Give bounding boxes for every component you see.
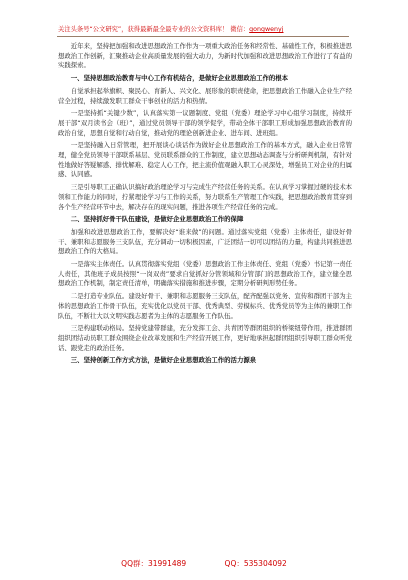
section-heading-3: 三、坚持创新工作方式方法，是做好企业思想政治工作的活力源泉 (70, 356, 257, 365)
body-paragraph: 二是打造专业队伍。建设好骨干、兼职和志愿服务三支队伍，配齐配强以党务、宣传和群团干部为主体的思想政治工作骨干队伍，充实优化以党员干部、优秀典型、劳模标兵、优秀党员等为主体的兼职工作队伍，不断壮大以文明实践志愿者为主体的志愿服务工作队伍。 (58, 292, 352, 320)
page-header (58, 26, 348, 34)
section-heading-1: 一、坚持思想政治教育与中心工作有机结合，是做好企业思想政治工作的根本 (70, 74, 289, 83)
section-heading-2: 二、坚持抓好骨干队伍建设，是做好企业思想政治工作的保障 (70, 215, 244, 224)
body-paragraph: 三是引导职工正确认识搞好政治理论学习与完成生产经营任务的关系。在认真学习掌握过硬的技术本领和工作能力的同时，拧紧理论学习与工作的关系，努力联系生产管理工作实践，把思想政治教育贯穿到各个生产经营环节中去，解决存在的现实问题，推进各项生产经营任务的完成。 (58, 183, 352, 211)
wechat-id[interactable]: gongwenyj (249, 26, 284, 33)
page-footer (0, 558, 408, 569)
body-paragraph: 一是落实主体责任。认真贯彻落实党组（党委）思想政治工作主体责任、党组（党委）书记第一责任人责任，其他班子成员按照“一岗双责”要求自觉抓好分管领域和分管部门的思想政治工作，建立健全思想政治工作机制，制定责任清单，明确落实措施和推进步骤，定期分析研判形势任务。 (58, 260, 352, 288)
body-paragraph: 一是坚持抓“关键少数”，认真落实第一议题制度、党组（党委）理论学习中心组学习制度，持续开展干部“双月读书会（班）”，通过党员领导干部的领学促学，带动全体干部职工形成加强思想政治教育的政治自觉，思想自觉和行动自觉，推动党的理论创新进企业、进车间、进班组。 (58, 109, 352, 137)
body-paragraph: 加强和改进思想政治工作，要解决好“谁来做”的问题。通过落实党组（党委）主体责任，建设好骨干、兼职和志愿服务三支队伍，充分调动一切积极因素，广泛团结一切可以团结的力量，构建共同推进思想政治工作的大格局。 (58, 227, 352, 256)
document-body (58, 42, 352, 369)
header-text: 关注头条号“公文研究”，获得最新最全最专业的公文资料库！ (58, 26, 229, 33)
body-paragraph: 三是构建联动格局。坚持党建带群建，充分发挥工会、共青团等群团组织的桥梁纽带作用，推进群团组织团结动员职工群众围绕企业改革发展和生产经营开展工作，更好地承担起群团组织引导职工群众听党话、跟党走的政治任务。 (58, 324, 352, 352)
intro-paragraph: 近年来，坚持把加强和改进思想政治工作作为一项重大政治任务和经常性、基础性工作，积极推进思想政治工作创新，汇聚推动企业高质量发展的强大动力，为新时代加强和改进思想政治工作进行了有益的实践探索。 (58, 42, 352, 70)
body-paragraph: 一是坚持融入日常管理，把开展谈心谈话作为做好企业思想政治工作的基本方式，融入企业日常管理，健全党员领导干部联系基层、党员联系群众的工作制度，建立思想动态调查与分析研判机制，有针对性地做好答疑解惑、排忧解难、稳定人心工作，把主流价值观融入职工心灵深处，增强员工对企业的归属感、认同感。 (58, 141, 352, 179)
wechat-label: 微信： (230, 26, 250, 33)
qq-contact-text: QQ：535304092 (224, 559, 287, 568)
qq-group-text: QQ群：31991489 (121, 559, 187, 568)
body-paragraph: 自觉承担起举旗帜、聚民心、育新人、兴文化、展形象的职责使命，把思想政治工作融入企业生产经营全过程，持续激发职工群众干事创业的活力和热情。 (58, 86, 352, 105)
header-divider (57, 36, 349, 37)
